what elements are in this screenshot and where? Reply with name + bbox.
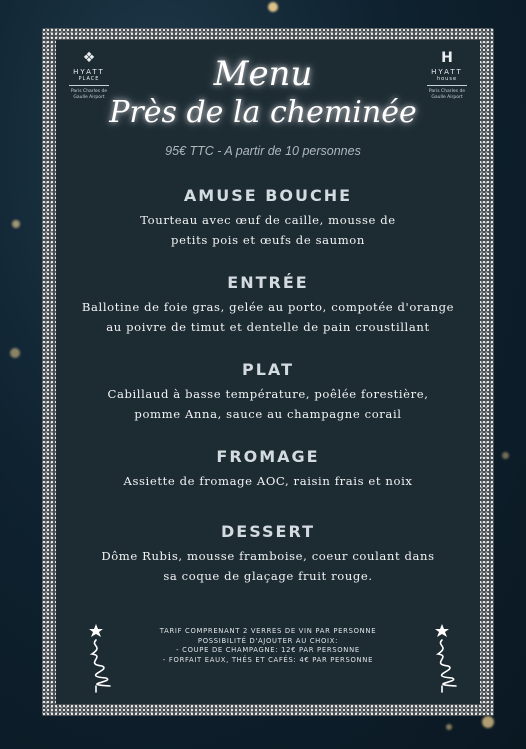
logo-brand: HYATT	[431, 68, 463, 76]
logo-location: Paris Charles de Gaulle Airport	[70, 89, 108, 100]
section-amuse-bouche	[56, 186, 480, 250]
logo-sub: PLACE	[78, 76, 100, 82]
footer-line: TARIF COMPRENANT 2 VERRES DE VIN PAR PERSONNE	[159, 627, 377, 635]
menu-title: Menu	[213, 54, 313, 94]
price-info: 95€ TTC - A partir de 10 personnes	[165, 144, 361, 158]
dish-line: Assiette de fromage AOC, raisin frais et noix	[123, 474, 413, 488]
dish-line: pomme Anna, sauce au champagne corail	[134, 407, 402, 421]
footer-line: POSSIBILITÉ D'AJOUTER AU CHOIX:	[197, 636, 339, 645]
section-dessert	[56, 522, 480, 586]
logo-brand: HYATT	[73, 68, 105, 76]
section-heading: PLAT	[242, 360, 294, 379]
section-heading: FROMAGE	[216, 447, 320, 466]
christmas-tree-icon	[422, 622, 462, 694]
logo-location: Paris Charles de Gaulle Airport	[428, 89, 466, 100]
dish-line: petits pois et œufs de saumon	[171, 233, 365, 247]
section-heading: ENTRÉE	[227, 273, 309, 292]
bokeh-light	[446, 724, 452, 730]
dish-line: Dôme Rubis, mousse framboise, coeur coulant dans	[101, 549, 435, 563]
bokeh-light	[502, 452, 509, 459]
footer-line: - COUPE DE CHAMPAGNE: 12€ PAR PERSONNE	[176, 646, 360, 654]
dish-line: sa coque de glaçage fruit rouge.	[163, 569, 373, 583]
dish-line: Ballotine de foie gras, gelée au porto, compotée d'orange	[81, 300, 455, 314]
christmas-tree-icon	[76, 622, 116, 694]
hyatt-house-icon: H	[441, 50, 453, 66]
footer-notes	[120, 627, 416, 665]
dish-line: Tourteau avec œuf de caille, mousse de	[140, 213, 396, 227]
dish-line: au poivre de timut et dentelle de pain croustillant	[106, 320, 430, 334]
hyatt-place-icon: ❖	[82, 50, 96, 66]
section-entree	[56, 273, 480, 337]
section-plat	[56, 360, 480, 424]
bokeh-light	[482, 716, 494, 728]
section-fromage	[56, 447, 480, 491]
logo-sub: house	[436, 76, 458, 82]
bokeh-light	[10, 348, 20, 358]
section-heading: AMUSE BOUCHE	[183, 186, 353, 205]
bokeh-light	[268, 2, 278, 12]
section-heading: DESSERT	[221, 522, 315, 541]
dish-line: Cabillaud à basse température, poêlée forestière,	[107, 387, 429, 401]
bokeh-light	[12, 220, 20, 228]
menu-subtitle-title: Près de la cheminée	[109, 95, 417, 130]
footer-line: - FORFAIT EAUX, THÉS ET CAFÉS: 4€ PAR PERSONNE	[162, 655, 374, 664]
